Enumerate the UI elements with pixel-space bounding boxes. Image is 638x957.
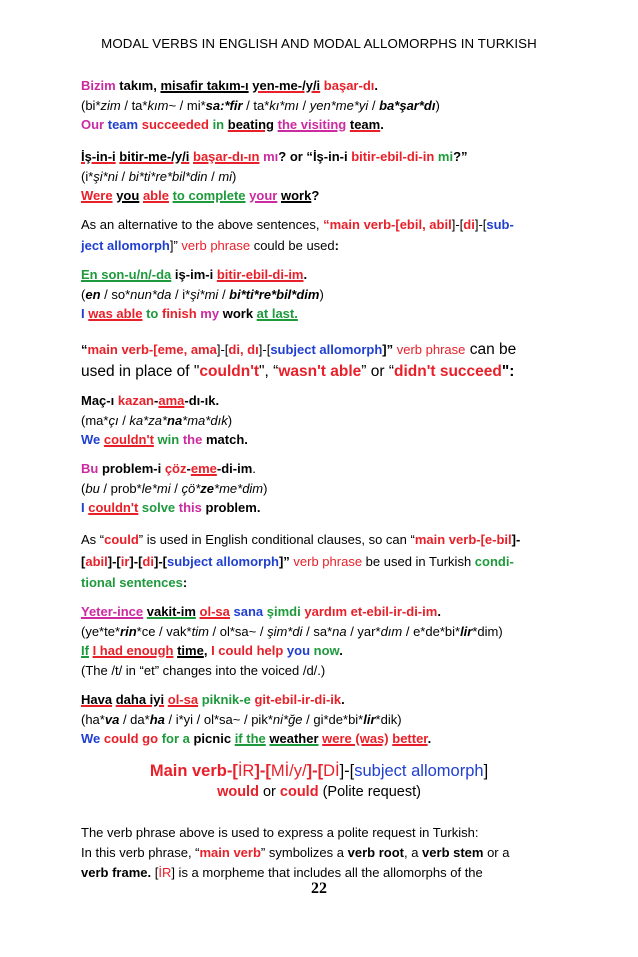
- pronunciation-line: (i*şi*ni / bi*ti*re*bil*din / mi): [81, 168, 237, 184]
- english-translation: Were you able to complete your work?: [81, 188, 320, 203]
- english-translation: If I had enough time, I could help you now.: [81, 643, 343, 658]
- section-title: Main verb-[İR]-[Mİ/y/]-[Dİ]-[subject allomorph]: [149, 762, 489, 780]
- pronunciation-line: (ye*te*rin*ce / vak*tim / ol*sa~ / şim*di / sa*na / yar*dım / e*de*bi*lir*dim): [81, 623, 503, 639]
- pronunciation-line: (ha*va / da*ha / i*yi / ol*sa~ / pik*ni*ğe / gi*de*bi*lir*dik): [81, 711, 402, 727]
- turkish-sentence: Bu problem-i çöz-eme-di-im.: [81, 461, 256, 476]
- pronunciation-line: (bu / prob*le*mi / çö*ze*me*dim): [81, 480, 268, 496]
- example-block-4: [81, 459, 559, 518]
- example-block-1: [81, 76, 559, 135]
- turkish-sentence: En son-u/n/-da iş-im-i bitir-ebil-di-im.: [81, 267, 308, 282]
- turkish-sentence: Maç-ı kazan-ama-dı-ık.: [81, 393, 220, 408]
- example-block-2: [81, 265, 559, 324]
- explanation-paragraph-3: As “could” is used in English conditional clauses, so can “main verb-[e-bil]- [abil]-[ir]-[di]-[subject allomorph]” verb phrase be used in Turkish condi- tional sentences:: [81, 532, 521, 590]
- example-block-1b: [81, 147, 559, 206]
- english-translation: Our team succeeded in beating the visiting team.: [81, 117, 384, 132]
- english-translation: We could go for a picnic if the weather were (was) better.: [81, 731, 432, 746]
- example-block-3: [81, 391, 559, 450]
- pronunciation-line: (en / so*nun*da / i*şi*mi / bi*ti*re*bil*dim): [81, 286, 324, 302]
- example-block-6: [81, 690, 559, 749]
- turkish-sentence: Yeter-ince vakit-im ol-sa sana şimdi yardım et-ebil-ir-di-im.: [81, 604, 441, 619]
- section-subtitle: would or could (Polite request): [217, 784, 421, 800]
- turkish-sentence: Hava daha iyi ol-sa piknik-e git-ebil-ir-di-ik.: [81, 692, 345, 707]
- explanation-paragraph-2: “main verb-[eme, ama]-[di, dı]-[subject allomorph]” verb phrase can be used in place of "couldn't", “wasn't able” or “didn't succeed":: [81, 341, 517, 380]
- english-translation: I couldn't solve this problem.: [81, 500, 261, 515]
- note-line: (The /t/ in “et” changes into the voiced /d/.): [81, 662, 326, 678]
- pronunciation-line: (ma*çı / ka*za*na*ma*dık): [81, 412, 233, 428]
- example-block-5: [81, 602, 559, 680]
- page-number: 22: [311, 880, 327, 897]
- english-translation: I was able to finish my work at last.: [81, 306, 298, 321]
- english-translation: We couldn't win the match.: [81, 432, 248, 447]
- page-header: MODAL VERBS IN ENGLISH AND MODAL ALLOMORPHS IN TURKISH: [101, 36, 537, 51]
- turkish-sentence: İş-in-i bitir-me-/y/i başar-dı-ın mı? or “İş-in-i bitir-ebil-di-in mi?”: [81, 149, 468, 164]
- explanation-paragraph-4: The verb phrase above is used to express a polite request in Turkish: In this verb phrase, “main verb” symbolizes a verb root, a verb stem or a verb frame. [İR] is a morpheme that includes all the allomorphs of the: [81, 825, 510, 880]
- explanation-paragraph-1: As an alternative to the above sentences, “main verb-[ebil, abil]-[di]-[sub- ject allomorph]” verb phrase could be used:: [81, 217, 514, 253]
- turkish-sentence: Bizim takım, misafir takım-ı yen-me-/y/i başar-dı.: [81, 78, 378, 93]
- pronunciation-line: (bi*zim / ta*kım~ / mi*sa:*fir / ta*kı*mı / yen*me*yi / ba*şar*dı): [81, 97, 440, 113]
